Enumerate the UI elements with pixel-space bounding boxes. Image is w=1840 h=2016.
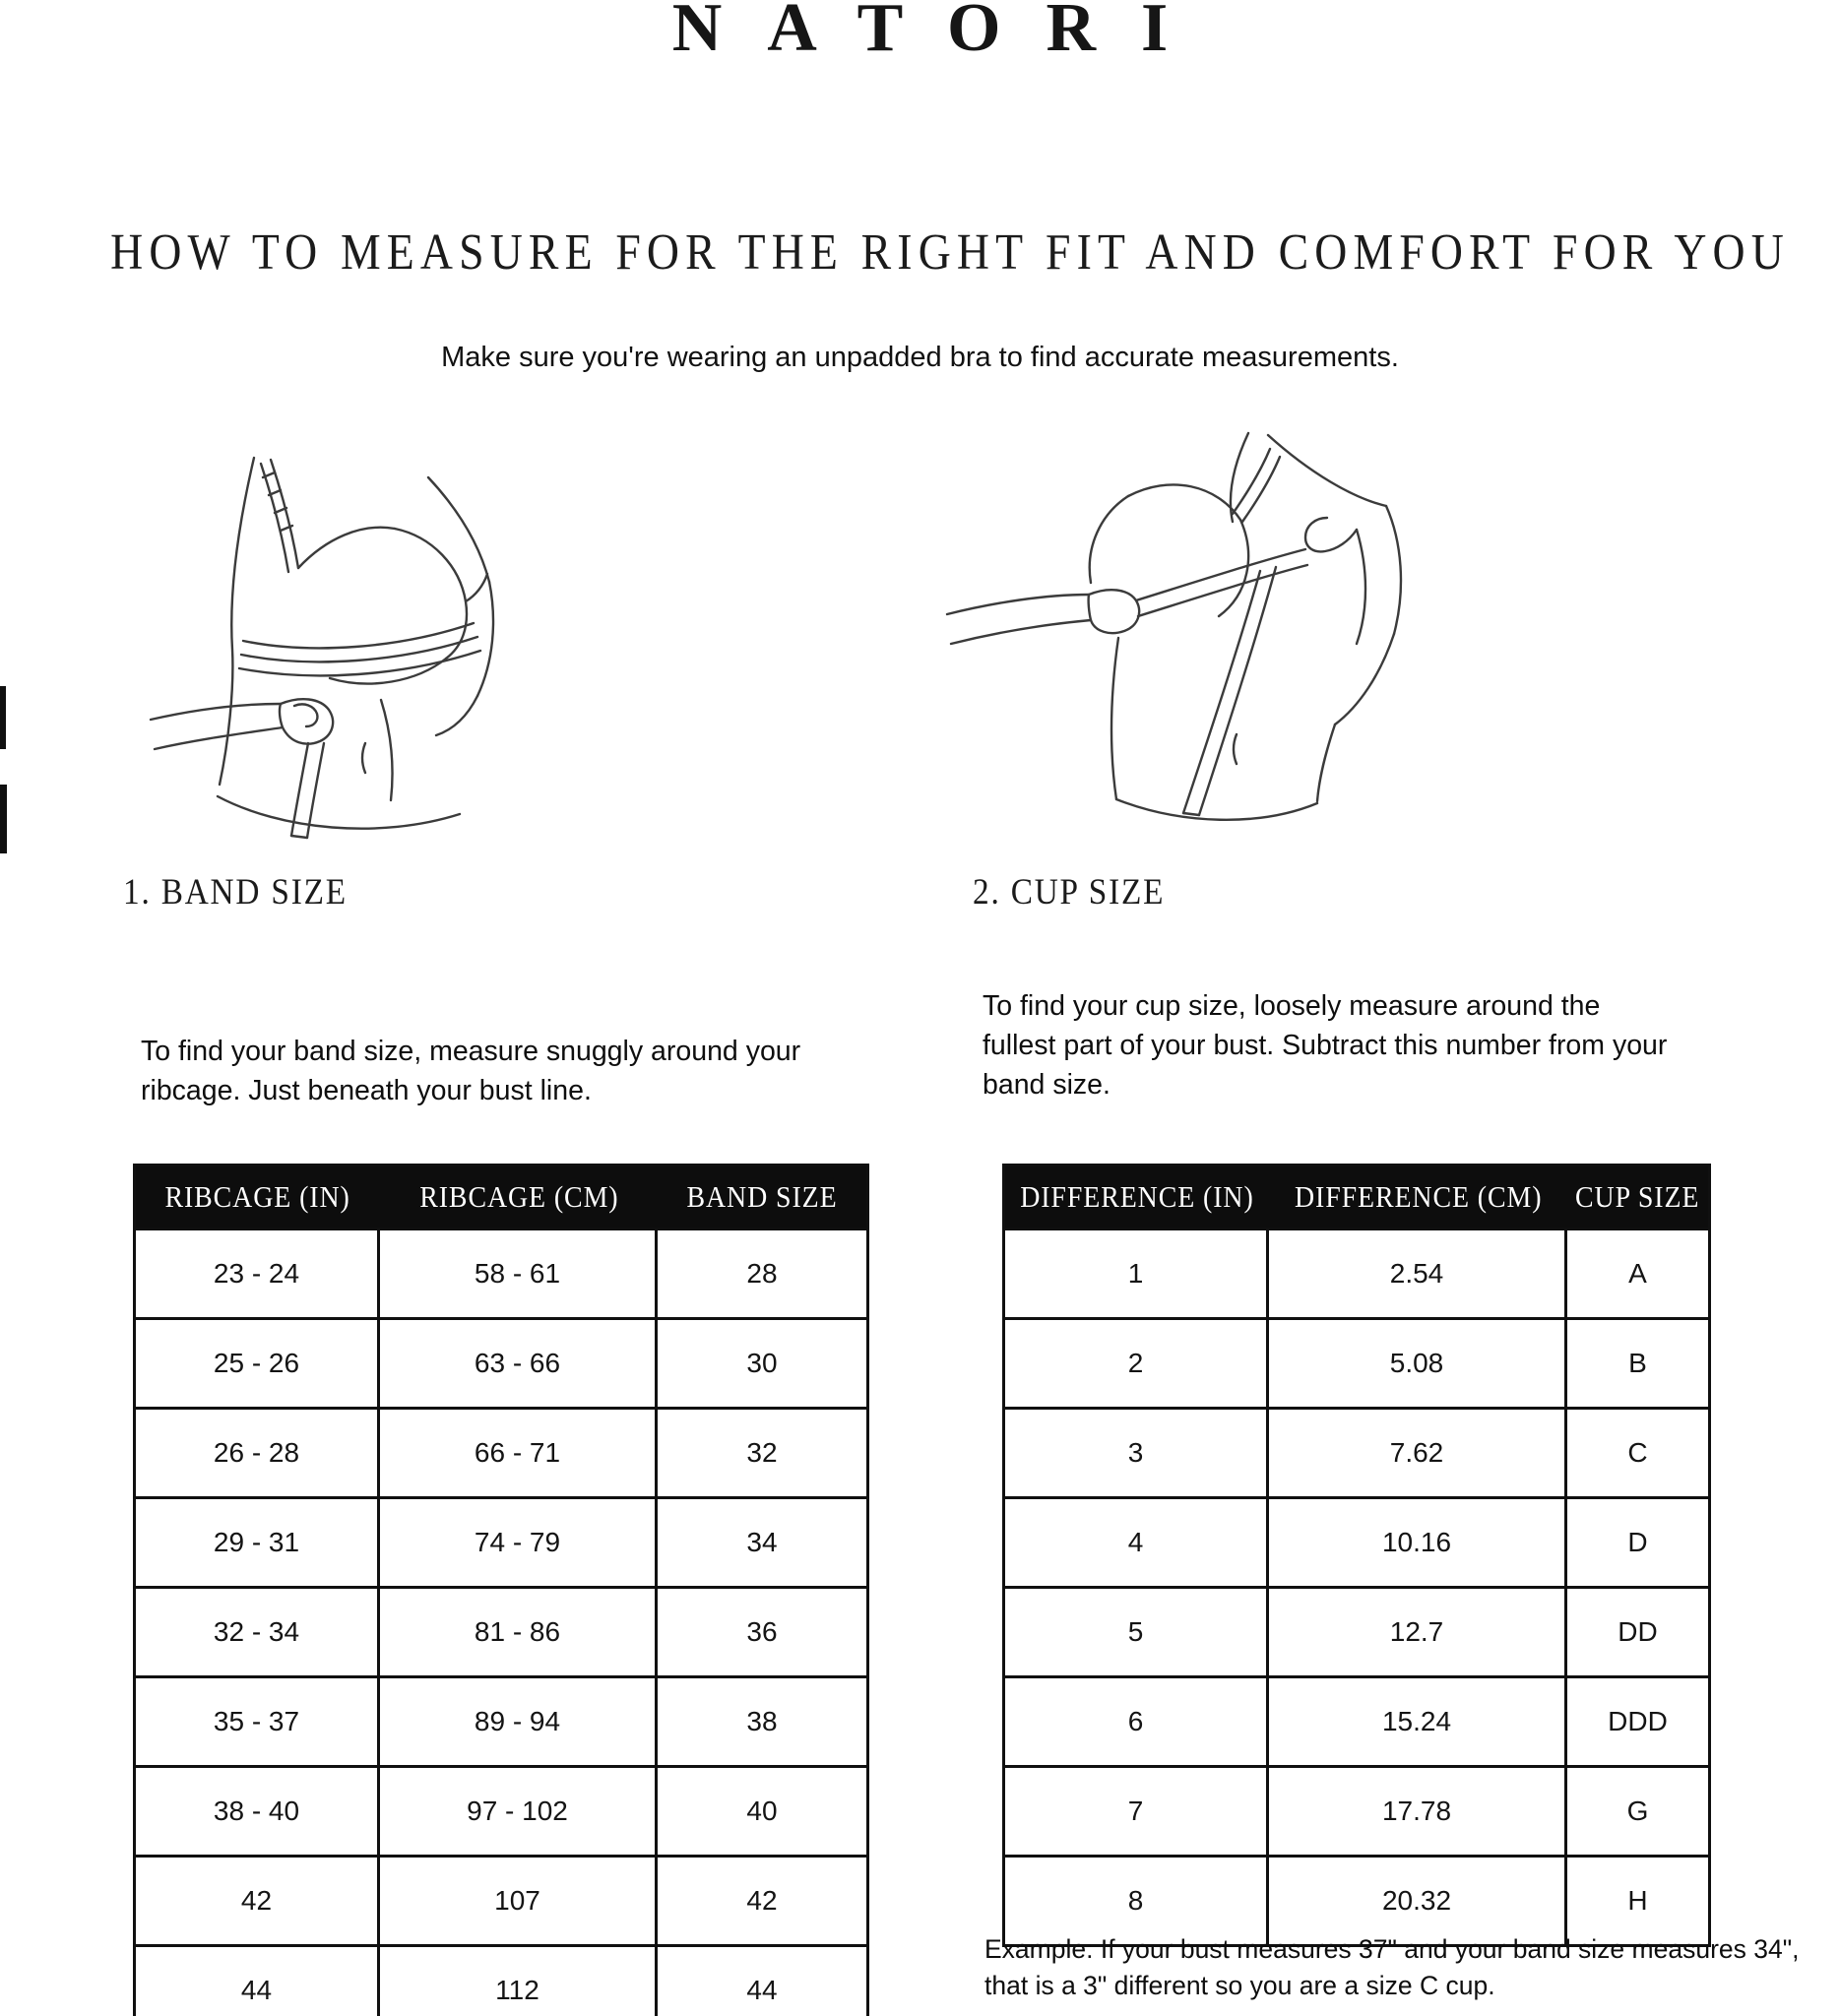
table-cell: C: [1627, 1437, 1648, 1468]
column-header: CUP SIZE: [1575, 1179, 1700, 1214]
sizing-example-note: [984, 1931, 1800, 2004]
table-cell: 36: [746, 1616, 778, 1647]
cup-measure-illustration: [935, 411, 1428, 845]
table-cell: 97 - 102: [380, 1768, 658, 1855]
page-subtitle: Make sure you're wearing an unpadded bra to find accurate measurements.: [441, 342, 1399, 373]
table-row: [136, 1496, 866, 1586]
page-title: HOW TO MEASURE FOR THE RIGHT FIT AND COMFORT FOR YOU: [110, 224, 1790, 281]
text-line: Example: If your bust measures 37" and your band size measures 34",: [984, 1934, 1800, 1964]
table-row: [1005, 1496, 1708, 1586]
table-cell: 42: [746, 1885, 778, 1916]
table-row: [136, 1586, 866, 1675]
text-line: band size.: [983, 1069, 1110, 1101]
band-size-description: [141, 1032, 800, 1110]
table-cell: 28: [746, 1258, 778, 1289]
cup-table-header-row: [1005, 1166, 1708, 1228]
cup-size-table: [1002, 1164, 1711, 1947]
table-cell: 2.54: [1269, 1230, 1567, 1317]
table-cell: 15.24: [1269, 1678, 1567, 1765]
table-cell: 32 - 34: [136, 1589, 380, 1675]
text-line: fullest part of your bust. Subtract this number from your: [983, 1030, 1668, 1061]
table-row: [136, 1407, 866, 1496]
table-row: [1005, 1586, 1708, 1675]
text-line: To find your band size, measure snuggly around your: [141, 1036, 801, 1067]
table-row: [136, 1317, 866, 1407]
table-cell: A: [1628, 1258, 1647, 1289]
table-cell: DDD: [1608, 1706, 1668, 1736]
table-cell: 66 - 71: [380, 1410, 658, 1496]
table-cell: 35 - 37: [136, 1678, 380, 1765]
table-cell: 40: [746, 1796, 778, 1826]
column-header: DIFFERENCE (CM): [1294, 1179, 1543, 1214]
table-cell: 23 - 24: [136, 1230, 380, 1317]
table-row: [136, 1765, 866, 1855]
text-line: To find your cup size, loosely measure around the: [983, 990, 1601, 1022]
table-cell: D: [1627, 1527, 1648, 1557]
column-header: DIFFERENCE (IN): [1020, 1179, 1254, 1214]
table-row: [136, 1855, 866, 1944]
column-header: BAND SIZE: [686, 1179, 838, 1214]
table-cell: 26 - 28: [136, 1410, 380, 1496]
table-cell: 63 - 66: [380, 1320, 658, 1407]
text-line: ribcage. Just beneath your bust line.: [141, 1075, 592, 1106]
table-cell: 42: [136, 1858, 380, 1944]
table-cell: 30: [746, 1348, 778, 1378]
band-size-table: [133, 1164, 869, 2016]
table-cell: 58 - 61: [380, 1230, 658, 1317]
table-cell: 8: [1005, 1858, 1269, 1944]
table-row: [1005, 1228, 1708, 1317]
table-cell: 7: [1005, 1768, 1269, 1855]
table-cell: 5: [1005, 1589, 1269, 1675]
table-row: [1005, 1675, 1708, 1765]
table-row: [136, 1675, 866, 1765]
table-row: [136, 1944, 866, 2016]
table-cell: 38 - 40: [136, 1768, 380, 1855]
table-cell: 6: [1005, 1678, 1269, 1765]
table-cell: 20.32: [1269, 1858, 1567, 1944]
table-cell: 112: [380, 1947, 658, 2016]
table-cell: 2: [1005, 1320, 1269, 1407]
table-cell: 29 - 31: [136, 1499, 380, 1586]
table-cell: 1: [1005, 1230, 1269, 1317]
table-row: [136, 1228, 866, 1317]
cup-size-description: [983, 986, 1667, 1104]
table-cell: 81 - 86: [380, 1589, 658, 1675]
table-cell: 44: [746, 1975, 778, 2005]
table-cell: 89 - 94: [380, 1678, 658, 1765]
cup-size-section-title: 2. CUP SIZE: [973, 872, 1166, 913]
table-cell: 44: [136, 1947, 380, 2016]
table-cell: 5.08: [1269, 1320, 1567, 1407]
table-cell: H: [1627, 1885, 1648, 1916]
table-cell: 10.16: [1269, 1499, 1567, 1586]
table-cell: 3: [1005, 1410, 1269, 1496]
table-cell: 34: [746, 1527, 778, 1557]
band-measure-illustration: [133, 418, 625, 851]
brand-logo: NATORI: [671, 0, 1214, 66]
table-cell: 17.78: [1269, 1768, 1567, 1855]
band-size-section-title: 1. BAND SIZE: [123, 872, 348, 913]
table-cell: G: [1626, 1796, 1649, 1826]
column-header: RIBCAGE (IN): [164, 1179, 351, 1214]
table-cell: B: [1628, 1348, 1647, 1378]
table-cell: 38: [746, 1706, 778, 1736]
scan-artifact: [0, 785, 7, 853]
table-row: [1005, 1407, 1708, 1496]
table-cell: 25 - 26: [136, 1320, 380, 1407]
table-cell: 12.7: [1269, 1589, 1567, 1675]
table-cell: 4: [1005, 1499, 1269, 1586]
column-header: RIBCAGE (CM): [418, 1179, 619, 1214]
band-table-header-row: [136, 1166, 866, 1228]
table-cell: 32: [746, 1437, 778, 1468]
text-line: that is a 3" different so you are a size C cup.: [984, 1971, 1495, 2000]
table-cell: 107: [380, 1858, 658, 1944]
table-row: [1005, 1765, 1708, 1855]
table-row: [1005, 1317, 1708, 1407]
table-cell: 74 - 79: [380, 1499, 658, 1586]
table-cell: DD: [1618, 1616, 1658, 1647]
table-cell: 7.62: [1269, 1410, 1567, 1496]
scan-artifact: [0, 686, 6, 749]
